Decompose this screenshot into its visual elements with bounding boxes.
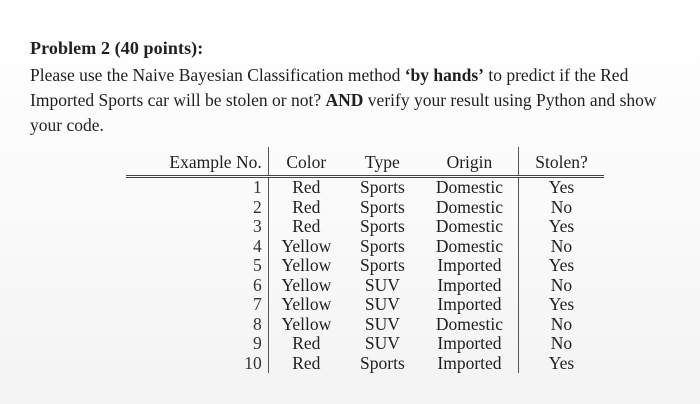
cell-origin: Domestic xyxy=(421,237,519,257)
cell-type: Sports xyxy=(360,235,405,256)
cell-example-no: 9 xyxy=(126,334,268,354)
cell-origin: Domestic xyxy=(421,198,519,218)
header-type: Type xyxy=(344,147,421,177)
cell-example-no: 6 xyxy=(126,276,268,296)
cell-stolen: Yes xyxy=(548,177,575,197)
cell-type: Sports xyxy=(360,177,405,197)
statement-text: Imported Sports car will be stolen or not? xyxy=(30,90,326,110)
table-row xyxy=(126,354,604,374)
cell-origin: Domestic xyxy=(421,177,519,198)
table-row xyxy=(126,256,604,276)
cell-stolen: No xyxy=(550,235,573,256)
cell-example-no: 2 xyxy=(126,198,268,218)
header-example-no: Example No. xyxy=(126,147,268,177)
cell-stolen: No xyxy=(550,274,573,295)
table-row xyxy=(126,276,604,296)
cell-color: Red xyxy=(292,352,321,373)
cell-type: Sports xyxy=(360,196,405,217)
cell-color: Red xyxy=(292,177,321,197)
header-stolen: Stolen? xyxy=(518,147,604,177)
statement-text: Please use the Naive Bayesian Classification method xyxy=(30,65,405,85)
cell-color: Yellow xyxy=(281,313,332,334)
cell-stolen: Yes xyxy=(548,352,575,373)
cell-example-no: 4 xyxy=(126,237,268,257)
cell-stolen: Yes xyxy=(548,216,575,236)
cell-example-no: 8 xyxy=(126,315,268,335)
cell-origin: Imported xyxy=(421,256,519,276)
table-row xyxy=(126,217,604,237)
cell-type: Sports xyxy=(360,352,405,373)
cell-origin: Domestic xyxy=(421,315,519,335)
statement-line-3: your code. xyxy=(30,115,104,135)
statement-text: to predict if the Red xyxy=(483,65,629,85)
header-color: Color xyxy=(268,147,344,177)
cell-color: Yellow xyxy=(281,274,332,295)
table-header-row xyxy=(126,147,604,177)
training-data-table xyxy=(126,147,604,373)
cell-stolen: Yes xyxy=(548,294,575,314)
cell-example-no: 3 xyxy=(126,217,268,237)
cell-color: Red xyxy=(292,196,321,217)
statement-emphasis: ‘by hands’ xyxy=(404,65,484,85)
cell-stolen: No xyxy=(550,333,573,353)
cell-type: SUV xyxy=(364,313,400,334)
table-row xyxy=(126,237,604,257)
cell-type: SUV xyxy=(364,333,400,353)
cell-origin: Imported xyxy=(421,276,519,296)
header-origin: Origin xyxy=(421,147,519,177)
table-row xyxy=(126,315,604,335)
table-row xyxy=(126,177,604,198)
cell-example-no: 5 xyxy=(126,256,268,276)
table-row xyxy=(126,334,604,354)
cell-example-no: 7 xyxy=(126,295,268,315)
cell-origin: Imported xyxy=(421,334,519,354)
cell-origin: Domestic xyxy=(421,217,519,237)
problem-statement xyxy=(30,63,690,138)
table-row xyxy=(126,198,604,218)
statement-line-1 xyxy=(30,63,690,88)
table-row xyxy=(126,295,604,315)
cell-type: Sports xyxy=(360,216,405,236)
cell-stolen: No xyxy=(550,196,573,217)
cell-type: SUV xyxy=(364,294,400,314)
cell-color: Yellow xyxy=(281,255,332,275)
statement-emphasis: AND xyxy=(325,90,364,110)
cell-color: Red xyxy=(292,333,321,353)
cell-color: Red xyxy=(292,216,321,236)
cell-stolen: Yes xyxy=(548,255,575,275)
cell-stolen: No xyxy=(550,313,573,334)
statement-text: verify your result using Python and show xyxy=(363,90,657,110)
cell-origin: Imported xyxy=(421,295,519,315)
cell-type: Sports xyxy=(360,255,405,275)
cell-example-no: 10 xyxy=(126,354,268,374)
statement-line-2 xyxy=(30,88,690,113)
problem-title: Problem 2 (40 points): xyxy=(30,38,204,58)
cell-color: Yellow xyxy=(281,235,332,256)
cell-color: Yellow xyxy=(281,294,332,314)
cell-origin: Imported xyxy=(421,354,519,374)
cell-type: SUV xyxy=(364,274,400,295)
cell-example-no: 1 xyxy=(126,177,268,198)
